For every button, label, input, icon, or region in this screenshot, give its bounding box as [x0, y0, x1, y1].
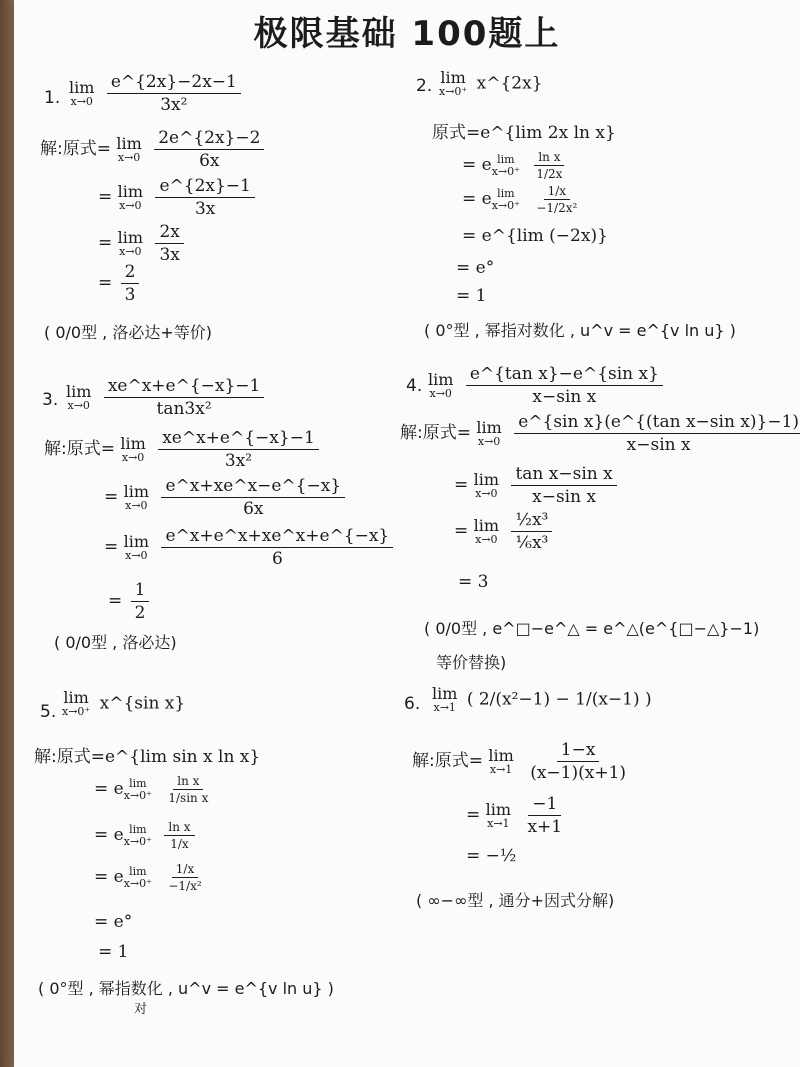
problem-5-step-4: = e lim x→0⁺ $\frac{1/x}{\text{−1/x²}}$ [94, 862, 202, 893]
problem-5-note: ( 0°型 , 幂指数化 , u^v = e^{v ln u} ) [38, 979, 334, 998]
problem-6-question: lim x→1 ( 2/(x²−1) − 1/(x−1) ) [432, 684, 652, 714]
problem-5-number: 5. [40, 702, 57, 722]
problem-5-result: = 1 [98, 942, 129, 962]
problem-5-step-3: = e lim x→0⁺ $\frac{\text{ln x}}{1/x}$ [94, 820, 198, 851]
problem-3-note: ( 0/0型 , 洛必达) [54, 633, 177, 652]
problem-2-note: ( 0°型 , 幂指对数化 , u^v = e^{v ln u} ) [424, 321, 736, 340]
page-title: 极限基础 100题上 [253, 14, 561, 54]
problem-1-question: lim x→0 $\frac{e\^{}\{2x\}-2x-1}{\text{3x²}}$ [69, 72, 244, 115]
problem-4-question: lim x→0 $\frac{\text{e\textasciicircum{}\{tan x\}−e\textasciicircum{}\{sin x\}}}{\text{x−sin x}}$ [428, 364, 666, 407]
problem-1-result: = $\frac{2}{3}$ [98, 262, 142, 305]
problem-2-number: 2. [416, 76, 433, 96]
problem-4-result: = 3 [458, 572, 489, 592]
problem-2-step-4: = e^{lim (−2x)} [462, 226, 608, 246]
problem-5-step-1: 解:原式=e^{lim sin x ln x} [34, 747, 261, 767]
problem-5-step-2: = e lim x→0⁺ $\frac{\text{ln x}}{\text{1/sin x}}$ [94, 774, 209, 805]
problem-4-step-1: 解:原式= lim x→0 $\frac{\text{e\textasciicircum{}\{sin x\}(e\textasciicircum{}\{(tan x−sin x)\}−1)}}{\text{x−sin x}}$ [400, 412, 800, 455]
problem-3-step-1: 解:原式= lim x→0 $\frac{xe\^{}x+e\^{}\{-x\}-1}{\text{3x²}}$ [44, 428, 322, 471]
problem-6-step-1: 解:原式= lim x→1 $\frac{1-x}{(x-1)(x+1)}$ [412, 740, 627, 783]
problem-3-result: = $\frac{1}{2}$ [108, 580, 152, 623]
problem-4-number: 4. [406, 376, 423, 396]
problem-2-step-1: 原式=e^{lim 2x ln x} [432, 123, 616, 143]
problem-2-step-5: = e° [456, 258, 495, 278]
problem-5-step-5: = e° [94, 912, 133, 932]
desk-edge [0, 0, 14, 1067]
problem-6-note: ( ∞−∞型 , 通分+因式分解) [416, 891, 615, 910]
problem-3-number: 3. [42, 390, 59, 410]
problem-1-number: 1. [44, 88, 61, 108]
problem-4-step-2: = lim x→0 $\frac{\text{tan x−sin x}}{\text{x−sin x}}$ [454, 464, 620, 507]
problem-1-step-2: = lim x→0 $\frac{e\^{}\{2x\}-1}{3x}$ [98, 176, 258, 219]
problem-3-question: lim x→0 $\frac{xe\^{}x+e\^{}\{-x\}-1}{\text{tan3x²}}$ [66, 376, 267, 419]
problem-1-step-3: = lim x→0 $\frac{2x}{3x}$ [98, 222, 187, 265]
problem-2-step-3: = e lim x→0⁺ $\frac{1/x}{\text{−1/2x²}}$ [462, 184, 578, 215]
paper-sheet [14, 0, 800, 1067]
problem-4-note: ( 0/0型 , e^□−e^△ = e^△(e^{□−△}−1) [424, 619, 760, 638]
problem-1-note: ( 0/0型 , 洛必达+等价) [44, 323, 212, 342]
problem-5-question: lim x→0⁺ x^{sin x} [62, 688, 186, 718]
problem-3-step-3: = lim x→0 $\frac{e\^{}x+e\^{}x+xe\^{}x+e\^{}\{-x\}}{6}$ [104, 526, 396, 569]
problem-5-note-insert: 对 [134, 1002, 148, 1017]
problem-4-step-3: = lim x→0 $\frac{\text{½x³}}{\text{⅙x³}}$ [454, 510, 555, 553]
problem-2-step-2: = e lim x→0⁺ $\frac{\text{ln x}}{1/2x}$ [462, 150, 569, 181]
problem-6-number: 6. [404, 694, 421, 714]
problem-4-note-line-2: 等价替换) [436, 653, 507, 672]
problem-3-step-2: = lim x→0 $\frac{e\^{}x+xe\^{}x-e\^{}\{-x\}}{6x}$ [104, 476, 348, 519]
problem-2-question: lim x→0⁺ x^{2x} [439, 68, 543, 98]
problem-6-step-2: = lim x→1 $\frac{-1}{x+1}$ [466, 794, 563, 837]
problem-6-result: = −½ [466, 846, 517, 866]
problem-1-step-1: 解:原式= lim x→0 $\frac{2e\^{}\{2x\}-2}{6x}$ [40, 128, 267, 171]
problem-2-result: = 1 [456, 286, 487, 306]
